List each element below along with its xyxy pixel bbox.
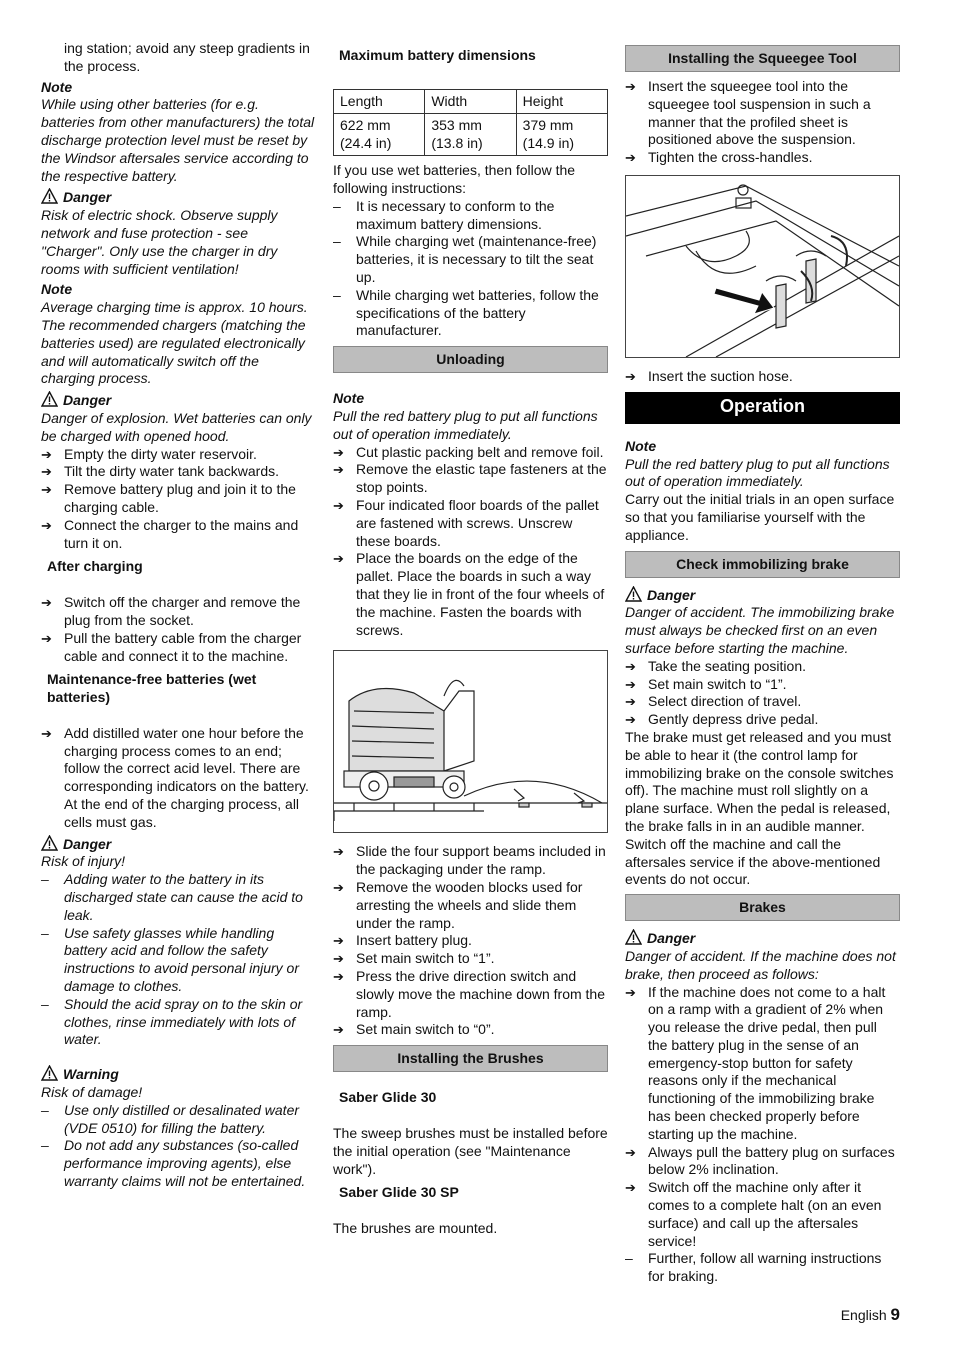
column-right: [625, 40, 900, 1286]
table-header: Length: [334, 89, 425, 114]
intro-text: ing station; avoid any steep gradients in the process.: [64, 40, 310, 74]
subheading-after-charging: After charging: [47, 558, 143, 575]
page-number: 9: [890, 1305, 900, 1324]
page-footer: [841, 1306, 900, 1325]
warning-triangle-icon: [41, 188, 58, 204]
wet-battery-intro: If you use wet batteries, then follow the following instructions:: [333, 162, 576, 197]
table-header: Height: [516, 89, 607, 114]
step-item: ➔ Add distilled water one hour before the charging process comes to an end; follow the correct acid level. There are corresponding indicators on the battery. At the end of the charging process, all cells must gas.: [41, 725, 316, 832]
warning-triangle-icon: [41, 391, 58, 407]
note-text: Pull the red battery plug to put all functions out of operation immediately.: [333, 408, 598, 442]
column-left: [41, 40, 316, 1191]
subheading-maintenance-free: Maintenance-free batteries (wet batteries): [47, 671, 257, 706]
danger-label: Danger: [41, 391, 316, 410]
step-item: ➔ Set main switch to “1”.: [333, 950, 608, 968]
dash-item: – Should the acid spray on to the skin or clothes, rinse immediately with lots of water.: [41, 996, 316, 1049]
step-item: ➔ Take the seating position.: [625, 658, 900, 676]
step-item: ➔ Place the boards on the edge of the pallet. Place the boards in such a way that they lie in front of the four wheels of the machine. Fasten the boards with screws.: [333, 550, 608, 639]
danger-label: Danger: [625, 586, 900, 605]
step-item: ➔ Pull the battery cable from the charger cable and connect it to the machine.: [41, 630, 316, 666]
warning-text: Risk of damage!: [41, 1084, 143, 1101]
step-item: ➔ Always pull the battery plug on surfaces below 2% inclination.: [625, 1144, 900, 1180]
table-header: Width: [425, 89, 516, 114]
note-text: Average charging time is approx. 10 hours. The recommended chargers (matching the batteries used) are regulated electronically and will automatically switch off the charging process.: [41, 299, 308, 387]
table-cell: 379 mm (14.9 in): [516, 114, 607, 156]
dash-item: – Do not add any substances (so-called performance improving agents), else warranty claims will not be entertained.: [41, 1137, 316, 1190]
step-item: ➔ Gently depress drive pedal.: [625, 711, 900, 729]
warning-triangle-icon: [41, 835, 58, 851]
warning-triangle-icon: [625, 929, 642, 945]
squeegee-illustration: [626, 176, 899, 357]
note-text: While using other batteries (for e.g. batteries from other manufacturers) the total discharge protection level must be reset by the Windsor aftersales service according to the respective battery.: [41, 96, 315, 184]
step-item: ➔ Slide the four support beams included in the packaging under the ramp.: [333, 843, 608, 879]
warning-triangle-icon: [625, 586, 642, 602]
dash-item: – Further, follow all warning instructions for braking.: [625, 1250, 900, 1286]
step-item: ➔ Insert the suction hose.: [625, 368, 900, 386]
danger-text: Risk of injury!: [41, 853, 126, 870]
step-item: ➔ Cut plastic packing belt and remove foil.: [333, 444, 608, 462]
step-item: ➔ Four indicated floor boards of the pallet are fastened with screws. Unscrew these boards.: [333, 497, 608, 550]
saber-glide-30-text: The sweep brushes must be installed before the initial operation (see "Maintenance work").: [333, 1124, 608, 1177]
section-heading-squeegee: Installing the Squeegee Tool: [625, 45, 900, 72]
step-item: ➔ Switch off the machine only after it comes to a complete halt (on an even surface) and call up the aftersales service!: [625, 1179, 900, 1250]
dash-item: – It is necessary to conform to the maximum battery dimensions.: [333, 198, 608, 234]
section-heading-operation: Operation: [625, 392, 900, 424]
step-item: ➔ Remove the wooden blocks used for arresting the wheels and slide them under the ramp.: [333, 879, 608, 932]
step-item: ➔ Press the drive direction switch and slowly move the machine down from the ramp.: [333, 968, 608, 1021]
step-item: ➔ Set main switch to “1”.: [625, 676, 900, 694]
column-middle: [333, 40, 608, 1238]
section-heading-check-brake: Check immobilizing brake: [625, 551, 900, 578]
dash-item: – While charging wet (maintenance-free) batteries, it is necessary to tilt the seat up.: [333, 233, 608, 286]
step-item: ➔ Remove battery plug and join it to the charging cable.: [41, 481, 316, 517]
danger-label: Danger: [41, 188, 316, 207]
section-heading-installing-brushes: Installing the Brushes: [333, 1045, 608, 1072]
squeegee-tool-figure: [625, 175, 900, 358]
step-item: ➔ Insert battery plug.: [333, 932, 608, 950]
step-item: ➔ Tighten the cross-handles.: [625, 149, 900, 167]
step-item: ➔ Set main switch to “0”.: [333, 1021, 608, 1039]
step-item: ➔ Switch off the charger and remove the plug from the socket.: [41, 594, 316, 630]
danger-label: Danger: [41, 835, 316, 854]
warning-label: Warning: [41, 1065, 316, 1084]
machine-unloading-illustration: [334, 651, 607, 832]
note-label: Note: [625, 437, 657, 454]
step-item: ➔ If the machine does not come to a halt on a ramp with a gradient of 2% when you release the drive pedal, then pull the battery plug in the sense of an emergency-stop button for safety reasons only if the mechanical functioning of the immobilizing brake has been checked properly before starting up the machine.: [625, 984, 900, 1144]
dash-item: – Use only distilled or desalinated water (VDE 0510) for filling the battery.: [41, 1102, 316, 1138]
dash-item: – Use safety glasses while handling battery acid and follow the safety instructions to avoid personal injury or damage to clothes.: [41, 925, 316, 996]
subheading-saber-glide-30: Saber Glide 30: [339, 1089, 437, 1106]
warning-triangle-icon: [41, 1065, 58, 1081]
step-item: ➔ Remove the elastic tape fasteners at the stop points.: [333, 461, 608, 497]
danger-label: Danger: [625, 929, 900, 948]
step-item: ➔ Tilt the dirty water tank backwards.: [41, 463, 316, 481]
step-item: ➔ Insert the squeegee tool into the squeegee tool suspension in such a manner that the profiled sheet is positioned above the suspension.: [625, 78, 900, 149]
dash-item: – Adding water to the battery in its discharged state can cause the acid to leak.: [41, 871, 316, 924]
machine-on-pallet-figure: [333, 650, 608, 833]
danger-text: Risk of electric shock. Observe supply network and fuse protection - see "Charger". Only use the charger in dry rooms with sufficient ventilation!: [41, 207, 278, 277]
table-cell: 622 mm (24.4 in): [334, 114, 425, 156]
danger-text: Danger of accident. The immobilizing brake must always be checked first on an even surface before starting the machine.: [625, 604, 895, 656]
dash-item: – While charging wet batteries, follow the specifications of the battery manufacturer.: [333, 287, 608, 340]
step-item: ➔ Select direction of travel.: [625, 693, 900, 711]
section-heading-brakes: Brakes: [625, 894, 900, 921]
saber-glide-30-sp-text: The brushes are mounted.: [333, 1220, 498, 1237]
note-label: Note: [41, 281, 73, 298]
subheading-saber-glide-30-sp: Saber Glide 30 SP: [339, 1184, 459, 1201]
battery-dimensions-table: [333, 89, 608, 157]
brake-text: The brake must get released and you must be able to hear it (the control lamp for immobilizing brake on the console switches off). The machine must roll slightly on a plane surface. When the pedal is released, the brake falls in in an audible manner. Switch off the machine and call the aftersales service if the above-mentioned events do not occur.: [625, 728, 894, 888]
step-item: ➔ Empty the dirty water reservoir.: [41, 446, 316, 464]
footer-language: English: [840, 1307, 887, 1323]
note-text: Pull the red battery plug to put all functions out of operation immediately.: [625, 455, 890, 490]
danger-text: Danger of accident. If the machine does not brake, then proceed as follows:: [625, 947, 896, 982]
note-label: Note: [41, 78, 73, 95]
section-heading-unloading: Unloading: [333, 346, 608, 373]
danger-text: Danger of explosion. Wet batteries can only be charged with opened hood.: [41, 409, 312, 444]
note-label: Note: [333, 390, 365, 407]
operation-text: Carry out the initial trials in an open surface so that you familiarise yourself with the appliance.: [625, 491, 895, 543]
subheading-battery-dimensions: Maximum battery dimensions: [339, 47, 536, 63]
table-cell: 353 mm (13.8 in): [425, 114, 516, 156]
step-item: ➔ Connect the charger to the mains and turn it on.: [41, 517, 316, 553]
